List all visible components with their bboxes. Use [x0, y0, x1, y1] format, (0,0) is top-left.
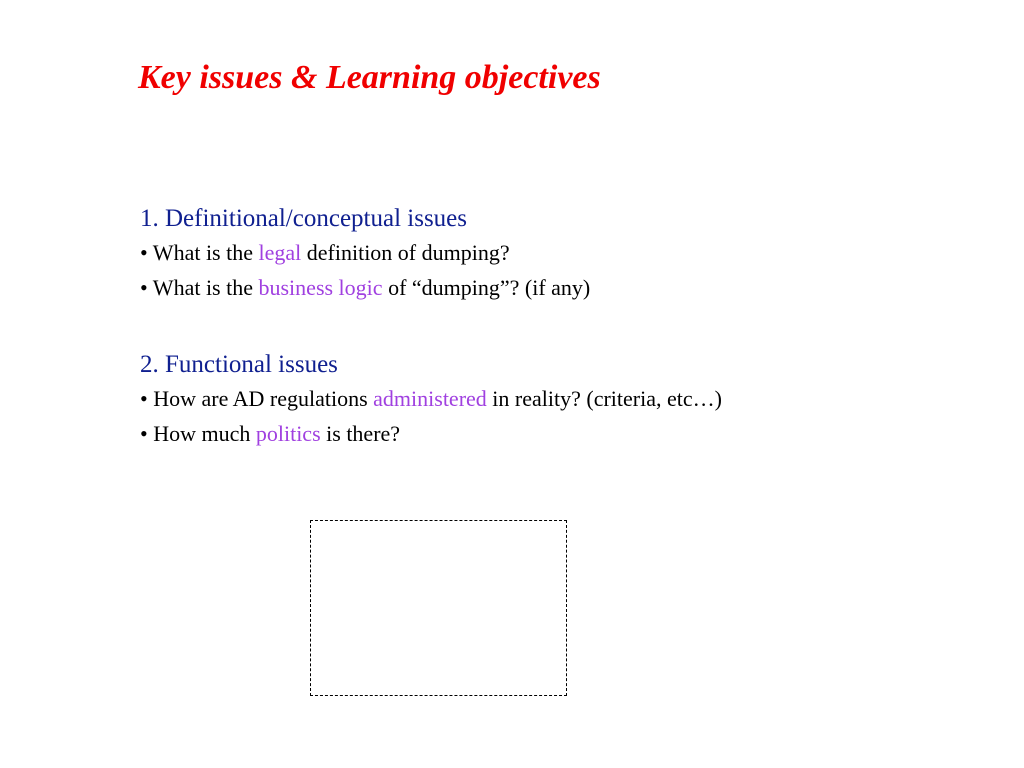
bullet-text: definition of dumping?: [301, 240, 510, 265]
highlighted-term: business logic: [258, 275, 383, 300]
bullet-text: of “dumping”? (if any): [382, 275, 591, 300]
highlighted-term: politics: [255, 421, 321, 446]
bullet-text: • How are AD regulations: [140, 386, 374, 411]
placeholder-box: [310, 520, 567, 696]
bullet-text: in reality? (criteria, etc…): [486, 386, 722, 411]
bullet-item-politics: [140, 416, 722, 451]
bullet-text: • What is the: [140, 275, 259, 300]
section-definitional-issues: [140, 203, 590, 305]
bullet-text: is there?: [320, 421, 401, 446]
section-functional-issues: [140, 349, 722, 451]
bullet-list: [140, 381, 722, 451]
bullet-item-legal-definition: [140, 235, 590, 270]
section-heading: 2. Functional issues: [140, 351, 338, 378]
slide-title: Key issues & Learning objectives: [138, 59, 601, 96]
bullet-list: [140, 235, 590, 305]
highlighted-term: legal: [258, 240, 302, 265]
bullet-text: • What is the: [140, 240, 259, 265]
bullet-item-business-logic: [140, 270, 590, 305]
bullet-item-administration: [140, 381, 722, 416]
bullet-text: • How much: [140, 421, 256, 446]
section-heading: 1. Definitional/conceptual issues: [140, 205, 468, 232]
highlighted-term: administered: [373, 386, 487, 411]
